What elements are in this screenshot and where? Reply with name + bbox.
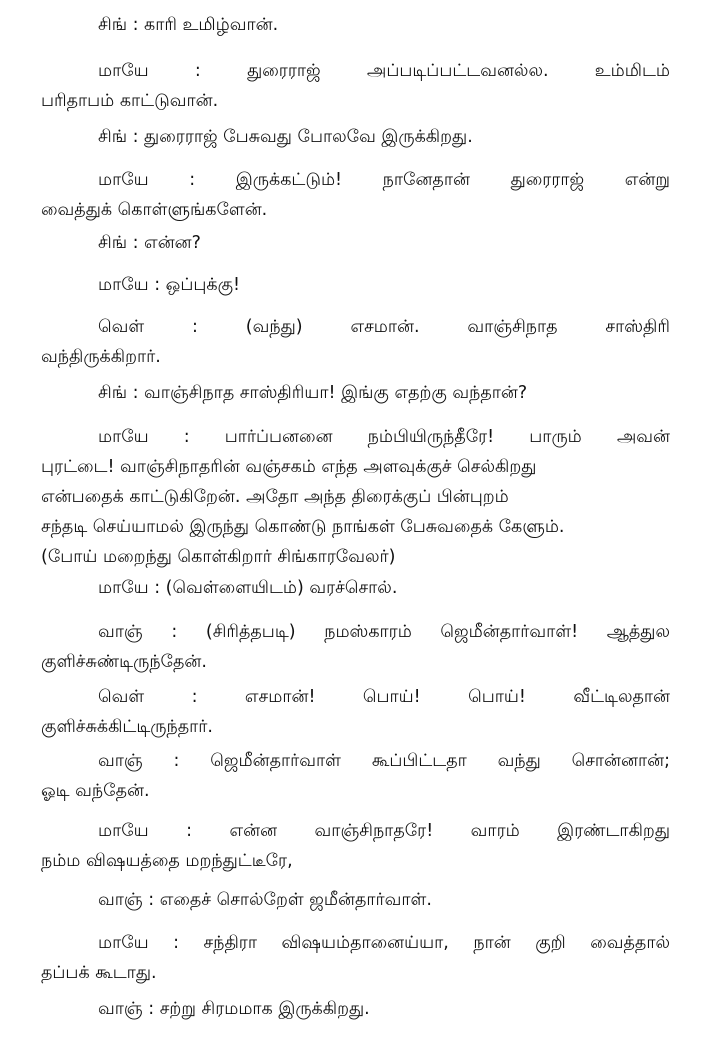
dialogue-line: நம்ம விஷயத்தை மறந்துட்டீரே, [41,851,293,871]
dialogue-line: மாயே : இருக்கட்டும்! நானேதான் துரைராஜ் என்று [98,170,670,190]
dialogue-line: வெள் : எசமான்! பொய்! பொய்! வீட்டிலதான் [98,687,670,707]
dialogue-paragraph [98,10,670,40]
dialogue-line: மாயே : சந்திரா விஷயம்தானைய்யா, நான் குறி வைத்தால் [98,933,670,953]
dialogue-line: வந்திருக்கிறார். [41,347,161,367]
dialogue-paragraph [41,617,670,677]
dialogue-paragraph [98,270,670,300]
dialogue-line: மாயே : பார்ப்பனனை நம்பியிருந்தீரே! பாரும் அவன் [98,427,670,447]
dialogue-paragraph [41,928,670,988]
dialogue-line: சிங் : துரைராஜ் பேசுவது போலவே இருக்கிறது. [98,127,473,147]
dialogue-line: புரட்டை! வாஞ்சிநாதரின் வஞ்சகம் எந்த அளவுக்குச் செல்கிறது [41,457,537,477]
dialogue-paragraph [41,165,670,225]
dialogue-line: குளிச்சுண்டிருந்தேன். [41,652,207,672]
dialogue-line: ஓடி வந்தேன். [41,781,150,801]
dialogue-line: தப்பக் கூடாது. [41,963,157,983]
dialogue-line: சிங் : என்ன? [98,233,201,253]
dialogue-line: குளிச்சுக்கிட்டிருந்தார். [41,717,213,737]
dialogue-line: மாயே : துரைராஜ் அப்படிப்பட்டவனல்ல. உம்மிடம் [98,61,670,81]
dialogue-line: சிங் : வாஞ்சிநாத சாஸ்திரியா! இங்கு எதற்கு வந்தான்? [98,383,528,403]
dialogue-paragraph [98,994,670,1024]
dialogue-paragraph [98,228,670,258]
dialogue-line: சந்தடி செய்யாமல் இருந்து கொண்டு நாங்கள் பேசுவதைக் கேளும். [41,517,565,537]
dialogue-line: வாஞ் : எதைச் சொல்றேள் ஜமீன்தார்வாள். [98,890,432,910]
dialogue-line: வைத்துக் கொள்ளுங்களேன். [41,200,268,220]
dialogue-line: என்பதைக் காட்டுகிறேன். அதோ அந்த திரைக்குப் பின்புறம் [41,487,509,507]
dialogue-line: மாயே : என்ன வாஞ்சிநாதரே! வாரம் இரண்டாகிறது [98,821,670,841]
dialogue-paragraph [41,56,670,116]
dialogue-line: மாயே : ஒப்புக்கு! [98,275,241,295]
dialogue-line: மாயே : (வெள்ளையிடம்) வரச்சொல். [98,578,398,598]
dialogue-line: வெள் : (வந்து) எசமான். வாஞ்சிநாத சாஸ்திரி [98,317,670,337]
dialogue-paragraph [98,122,670,152]
dialogue-paragraph [41,682,670,742]
dialogue-line: (போய் மறைந்து கொள்கிறார் சிங்காரவேலர்) [41,547,396,567]
dialogue-paragraph [98,573,670,603]
dialogue-paragraph [41,312,670,372]
dialogue-paragraph [41,746,670,806]
dialogue-line: வாஞ் : சற்று சிரமமாக இருக்கிறது. [98,999,370,1019]
dialogue-paragraph [41,422,670,572]
dialogue-line: சிங் : காரி உமிழ்வான். [98,15,279,35]
dialogue-line: பரிதாபம் காட்டுவான். [41,91,219,111]
dialogue-paragraph [41,816,670,876]
dialogue-paragraph [98,885,670,915]
dialogue-line: வாஞ் : ஜெமீன்தார்வாள் கூப்பிட்டதா வந்து சொன்னான்; [98,751,670,771]
dialogue-line: வாஞ் : (சிரித்தபடி) நமஸ்காரம் ஜெமீன்தார்வாள்! ஆத்துல [98,622,670,642]
dialogue-paragraph [98,378,670,408]
